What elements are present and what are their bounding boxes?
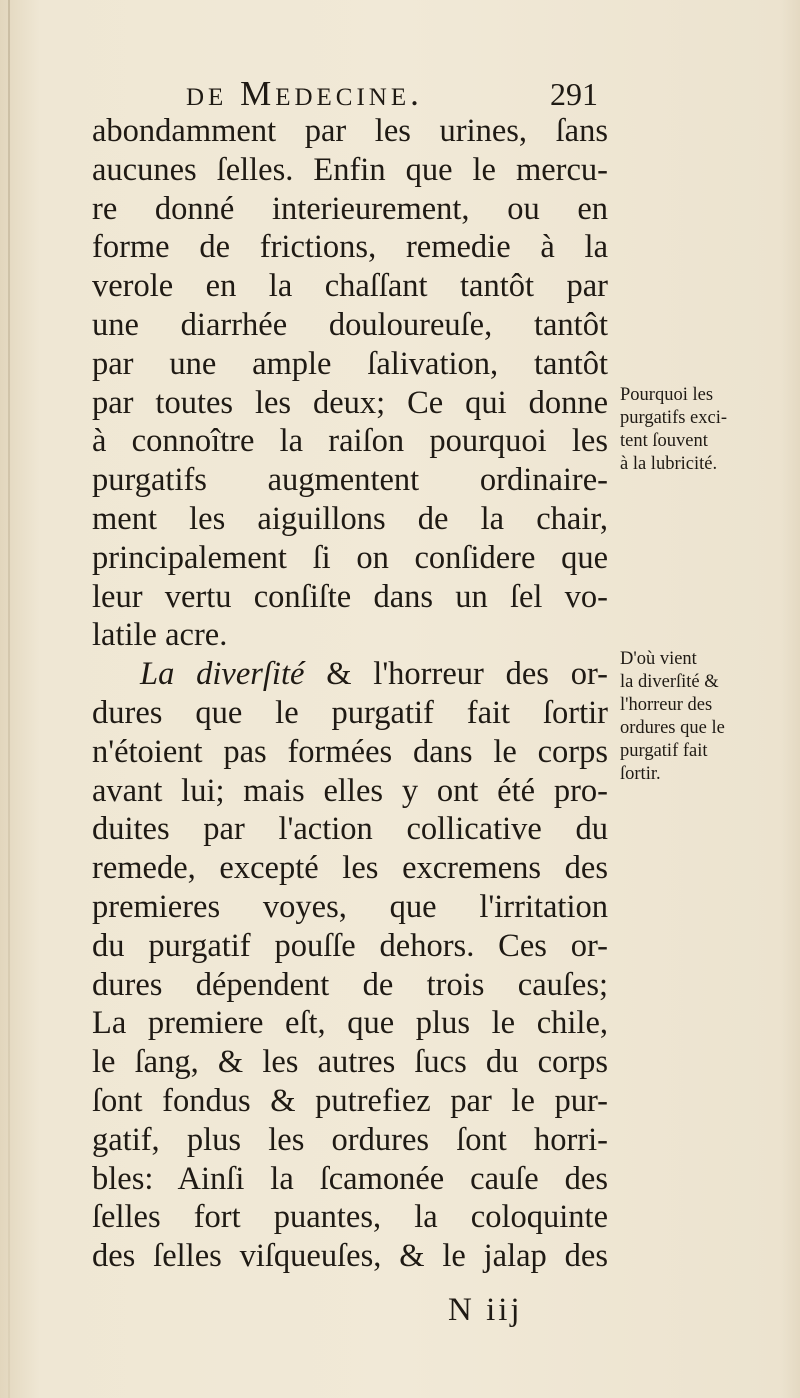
text-line: abondamment par les urines, ſans xyxy=(92,113,608,149)
opening-line-rest: & l'horreur des or- xyxy=(304,656,608,693)
margin-note-line: D'où vient xyxy=(620,649,697,669)
text-line: avant lui; mais elles y ont été pro- xyxy=(92,772,608,809)
text-line: La premiere eſt, que plus le chile, xyxy=(92,1005,608,1042)
text-line: ſelles fort puantes, la coloquinte xyxy=(92,1199,608,1236)
text-line: premieres voyes, que l'irritation xyxy=(92,888,608,925)
text-line: forme de frictions, remedie à la xyxy=(92,229,608,266)
text-line: latile acre. xyxy=(92,617,228,654)
italic-lemma: La diverſité xyxy=(140,656,305,693)
text-line: n'étoient pas formées dans le corps xyxy=(92,733,608,770)
text-line: par une ample ſalivation, tantôt xyxy=(92,345,608,382)
margin-note-line: ordures que le xyxy=(620,718,725,738)
text-line: dures que le purgatif fait ſortir xyxy=(92,694,608,731)
text-line: remede, excepté les excremens des xyxy=(92,850,608,887)
text-line: bles: Ainſi la ſcamonée cauſe des xyxy=(92,1160,608,1197)
text-line: dures dépendent de trois cauſes; xyxy=(92,966,608,1003)
page-number: 291 xyxy=(550,76,598,112)
text-line: principalement ſi on conſidere que xyxy=(92,539,608,576)
text-line: du purgatif pouſſe dehors. Ces or- xyxy=(92,927,608,964)
margin-note-line: la diverſité & xyxy=(620,672,719,692)
text-line: ment les aiguillons de la chair, xyxy=(92,500,608,537)
text-line: duites par l'action collicative du xyxy=(92,811,608,848)
text-line: par toutes les deux; Ce qui donne xyxy=(92,384,608,421)
text-line: le ſang, & les autres ſucs du corps xyxy=(92,1044,608,1081)
main-text-block xyxy=(92,112,608,1276)
text-line: gatif, plus les ordures ſont horri- xyxy=(92,1121,608,1158)
margin-note-line: ſortir. xyxy=(620,764,661,784)
text-line: verole en la chaſſant tantôt par xyxy=(92,268,608,305)
signature-catchword: N iij xyxy=(448,1292,523,1328)
text-line: à connoître la raiſon pourquoi les xyxy=(92,423,608,460)
running-title: de Medecine. xyxy=(186,74,423,113)
text-line: aucunes ſelles. Enfin que le mercu- xyxy=(92,151,608,188)
margin-note-line: l'horreur des xyxy=(620,695,713,715)
margin-note-line: purgatifs exci- xyxy=(620,408,728,428)
margin-note-diversite xyxy=(620,648,770,786)
margin-note-line: à la lubricité. xyxy=(620,454,718,474)
margin-note-purgatifs xyxy=(620,384,770,476)
margin-note-line: tent ſouvent xyxy=(620,431,708,451)
text-line: des ſelles viſqueuſes, & le jalap des xyxy=(92,1238,608,1275)
page-gutter xyxy=(8,0,10,1398)
text-line: purgatifs augmentent ordinaire- xyxy=(92,462,608,499)
paragraph-opening-line xyxy=(92,655,608,694)
text-line: une diarrhée douloureuſe, tantôt xyxy=(92,306,608,343)
text-line: leur vertu conſiſte dans un ſel vo- xyxy=(92,578,608,615)
text-line: re donné interieurement, ou en xyxy=(92,190,608,227)
margin-note-line: purgatif fait xyxy=(620,741,708,761)
margin-note-line: Pourquoi les xyxy=(620,385,714,405)
text-line: ſont fondus & putrefiez par le pur- xyxy=(92,1082,608,1119)
